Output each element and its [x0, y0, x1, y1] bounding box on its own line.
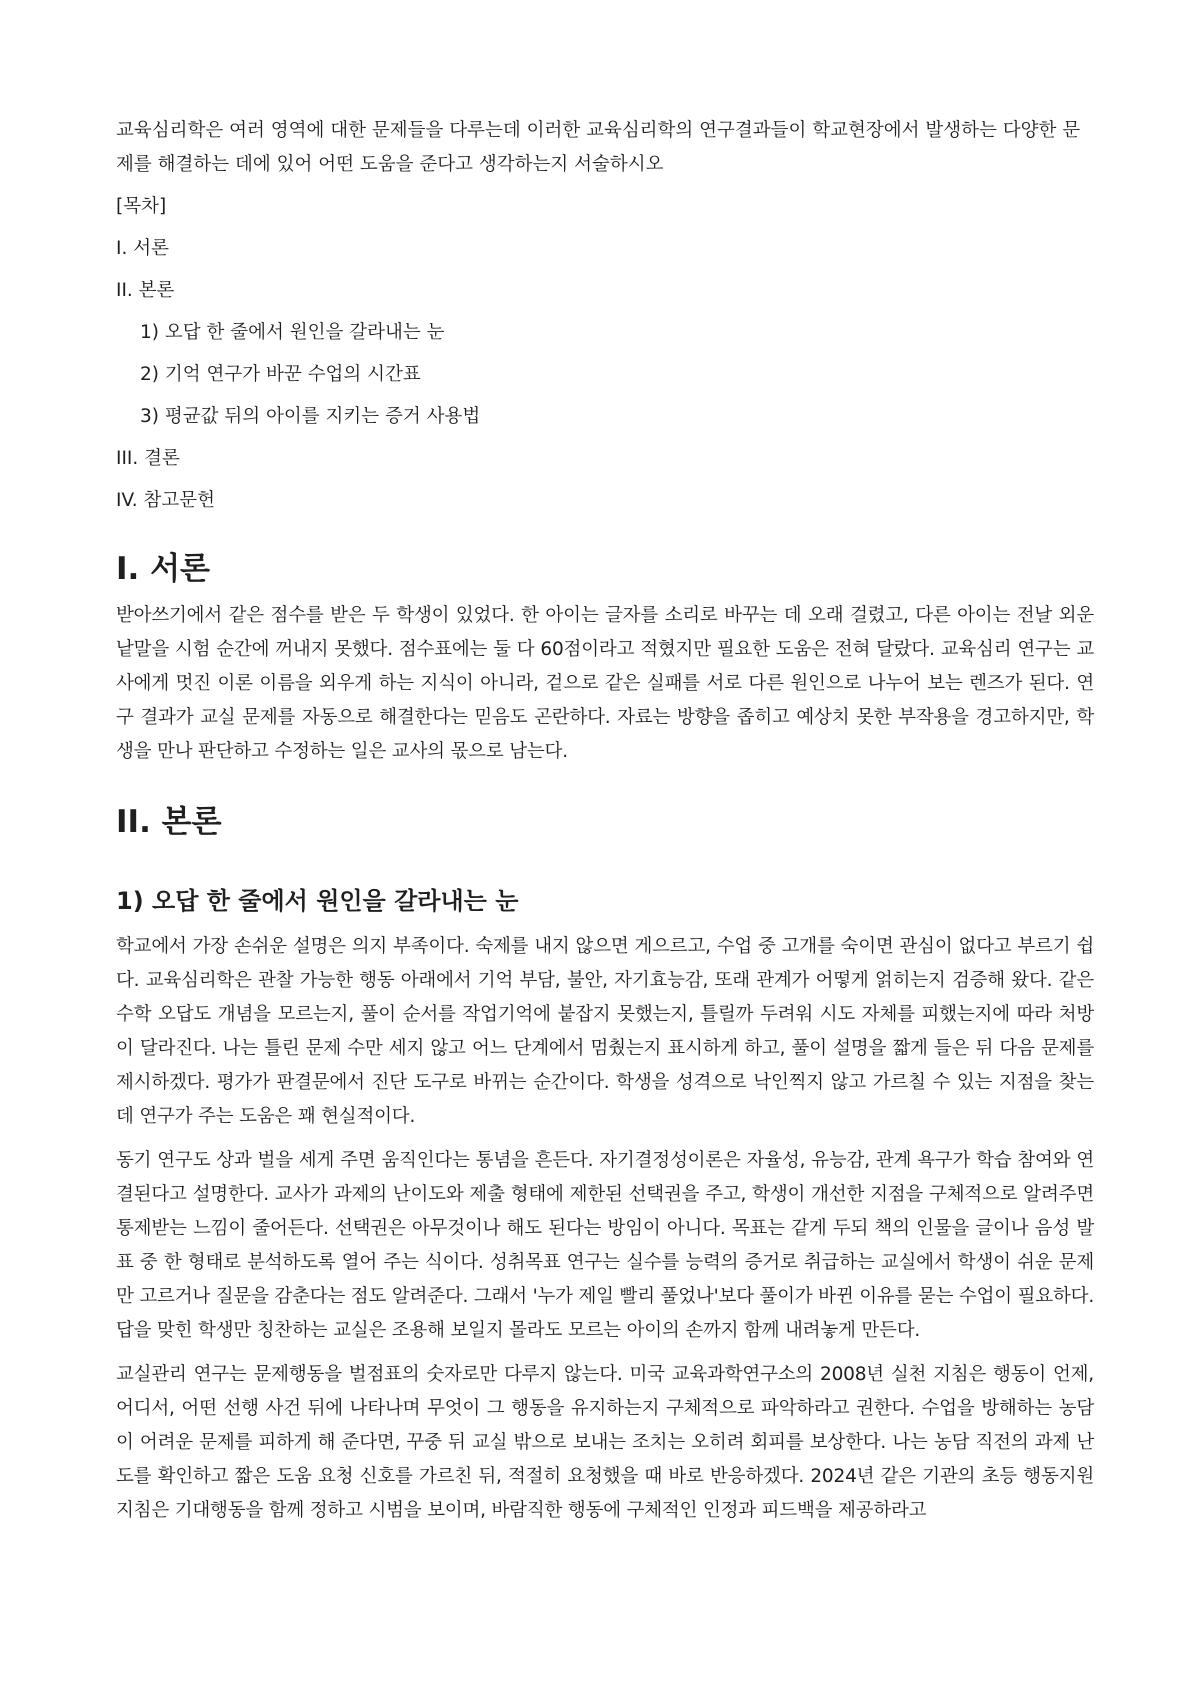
body-subsection-1-heading: 1) 오답 한 줄에서 원인을 갈라내는 눈 [116, 887, 519, 915]
toc-item-body-1: 1) 오답 한 줄에서 원인을 갈라내는 눈 [140, 322, 445, 343]
assignment-prompt: 교육심리학은 여러 영역에 대한 문제들을 다루는데 이러한 교육심리학의 연구결과들이 학교현장에서 발생하는 다양한 문제를 해결하는 데에 있어 어떤 도움을 준다고 생각하는지 서술하시오 [116, 120, 1081, 175]
toc-item-references: IV. 참고문헌 [116, 490, 215, 511]
body-subsection-1-paragraph-3: 교실관리 연구는 문제행동을 벌점표의 숫자로만 다루지 않는다. 미국 교육과학연구소의 2008년 실천 지침은 행동이 언제, 어디서, 어떤 선행 사건 뒤에 나타나며 무엇이 그 행동을 유지하는지 구체적으로 파악하라고 권한다. 수업을 방해하는 농담이 어려운 문제를 피하게 해 준다면, 꾸중 뒤 교실 밖으로 보내는 조치는 오히려 회피를 보상한다. 나는 농담 직전의 과제 난도를 확인하고 짧은 도움 요청 신호를 가르친 뒤, 적절히 요청했을 때 바로 반응하겠다. 2024년 같은 기관의 초등 행동지원 지침은 기대행동을 함께 정하고 시범을 보이며, 바람직한 행동에 구체적인 인정과 피드백을 제공하라고 [116, 1364, 1094, 1521]
document-page [116, 114, 1094, 1538]
table-of-contents [116, 192, 1094, 516]
toc-item-intro: I. 서론 [116, 238, 169, 259]
body-subsection-1-paragraph-2: 동기 연구도 상과 벌을 세게 주면 움직인다는 통념을 흔든다. 자기결정성이론은 자율성, 유능감, 관계 욕구가 학습 참여와 연결된다고 설명한다. 교사가 과제의 난이도와 제출 형태에 제한된 선택권을 주고, 학생이 개선한 지점을 구체적으로 알려주면 통제받는 느낌이 줄어든다. 선택권은 아무것이나 해도 된다는 방임이 아니다. 목표는 같게 두되 책의 인물을 글이나 음성 발표 중 한 형태로 분석하도록 열어 주는 식이다. 성취목표 연구는 실수를 능력의 증거로 취급하는 교실에서 학생이 쉬운 문제만 고르거나 질문을 감춘다는 점도 알려준다. 그래서 '누가 제일 빨리 풀었나'보다 풀이가 바뀐 이유를 묻는 수업이 필요하다. 답을 맞힌 학생만 칭찬하는 교실은 조용해 보일지 몰라도 모르는 아이의 손까지 함께 내려놓게 만든다. [116, 1150, 1094, 1341]
body-heading: II. 본론 [116, 804, 222, 840]
toc-item-body-3: 3) 평균값 뒤의 아이를 지키는 증거 사용법 [140, 406, 481, 427]
intro-paragraph: 받아쓰기에서 같은 점수를 받은 두 학생이 있었다. 한 아이는 글자를 소리로 바꾸는 데 오래 걸렸고, 다른 아이는 전날 외운 낱말을 시험 순간에 꺼내지 못했다. 점수표에는 둘 다 60점이라고 적혔지만 필요한 도움은 전혀 달랐다. 교육심리 연구는 교사에게 멋진 이론 이름을 외우게 하는 지식이 아니라, 겉으로 같은 실패를 서로 다른 원인으로 나누어 보는 렌즈가 된다. 연구 결과가 교실 문제를 자동으로 해결한다는 믿음도 곤란하다. 자료는 방향을 좁히고 예상치 못한 부작용을 경고하지만, 학생을 만나 판단하고 수정하는 일은 교사의 몫으로 남는다. [116, 605, 1094, 762]
toc-item-body: II. 본론 [116, 280, 175, 301]
toc-item-conclusion: III. 결론 [116, 448, 180, 469]
body-subsection-1-paragraph-1: 학교에서 가장 손쉬운 설명은 의지 부족이다. 숙제를 내지 않으면 게으르고, 수업 중 고개를 숙이면 관심이 없다고 부르기 쉽다. 교육심리학은 관찰 가능한 행동 아래에서 기억 부담, 불안, 자기효능감, 또래 관계가 어떻게 얽히는지 검증해 왔다. 같은 수학 오답도 개념을 모르는지, 풀이 순서를 작업기억에 붙잡지 못했는지, 틀릴까 두려워 시도 자체를 피했는지에 따라 처방이 달라진다. 나는 틀린 문제 수만 세지 않고 어느 단계에서 멈췄는지 표시하게 하고, 풀이 설명을 짧게 들은 뒤 다음 문제를 제시하겠다. 평가가 판결문에서 진단 도구로 바뀌는 순간이다. 학생을 성격으로 낙인찍지 않고 가르칠 수 있는 지점을 찾는 데 연구가 주는 도움은 꽤 현실적이다. [116, 936, 1094, 1127]
toc-item-body-2: 2) 기억 연구가 바꾼 수업의 시간표 [140, 364, 421, 385]
intro-heading: I. 서론 [116, 551, 210, 587]
toc-title: [목차] [116, 196, 167, 217]
